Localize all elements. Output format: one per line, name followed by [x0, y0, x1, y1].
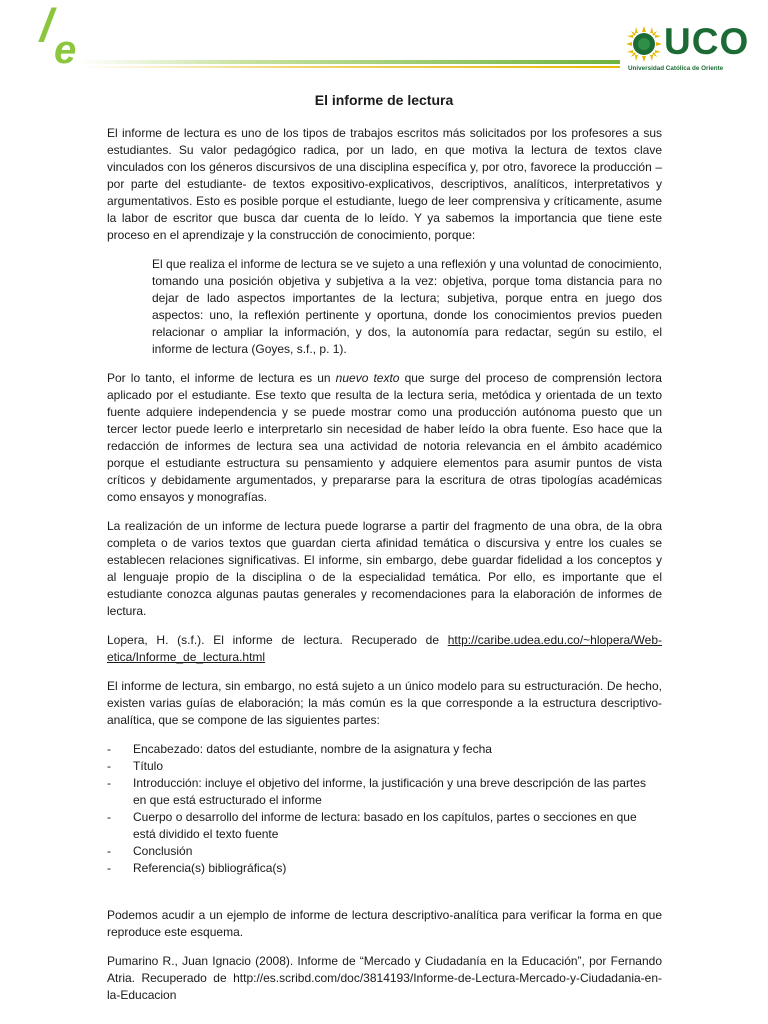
- list-item: - Conclusión: [107, 843, 662, 860]
- nuevo-texto-emphasis: nuevo texto: [335, 371, 400, 385]
- paragraph-new-text-start: Por lo tanto, el informe de lectura es un: [107, 371, 336, 385]
- list-item: - Referencia(s) bibliográfica(s): [107, 860, 662, 877]
- uco-logo-text: UCO: [664, 21, 750, 62]
- uco-logo: [626, 21, 761, 76]
- list-item: - Título: [107, 758, 662, 775]
- header-divider: [80, 60, 620, 64]
- page-title: El informe de lectura: [314, 92, 454, 108]
- list-item: - Introducción: incluye el objetivo del informe, la justificación y una breve descripción de las partes en que está estructurado el informe: [107, 775, 662, 809]
- paragraph-new-text: [107, 370, 662, 506]
- reference-lopera: [107, 632, 662, 666]
- paragraph-new-text-end: que surge del proceso de comprensión lectora aplicado por el estudiante. Ese texto que resulta de la lectura seria, metódica y orientada de un texto fuente adquiere independencia y se puede mostrar como una producción autónoma puesto que un tercer lector puede leerlo e interpretarlo sin necesidad de haber leído la obra fuente. Eso hace que la redacción de informes de lectura sea una actividad de notoria relevancia en el ámbito académico porque el estudiante estructura su pensamiento y adquiere elementos para asumir puntos de vista críticos y debidamente argumentados, y prepararse para la escritura de otras tipologías académicas como ensayos y monografías.: [107, 371, 662, 504]
- paragraph-realization: La realización de un informe de lectura puede lograrse a partir del fragmento de una obra, de la obra completa o de varios textos que guardan cierta afinidad temática o discursiva y entre los cuales se establecen relaciones significativas. El informe, sin embargo, debe guardar fidelidad a los conceptos y al lenguaje propio de la disciplina o de la especialidad temática. Por ello, es importante que el estudiante conozca algunas pautas generales y recomendaciones para la elaboración de informes de lectura.: [107, 519, 662, 618]
- paragraph-intro: El informe de lectura es uno de los tipos de trabajos escritos más solicitados por los profesores a sus estudiantes. Su valor pedagógico radica, por un lado, en que motiva la lectura de textos clave vinculados con los géneros discursivos de una disciplina específica y, por otro, favorece la producción –por parte del estudiante- de textos expositivo-explicativos, descriptivos, analíticos, interpretativos y argumentativos. Esto es posible porque el estudiante, luego de leer comprensiva y críticamente, asume la labor de escritor que busca dar cuenta de lo leído. Y ya sabemos la importancia que tiene este proceso en el aprendizaje y la construcción de conocimiento, porque:: [107, 126, 662, 242]
- ie-logo: / e: [40, 0, 77, 72]
- reference-lopera-link[interactable]: http://caribe.udea.edu.co/~hlopera/Web-etica/Informe_de_lectura.html: [107, 633, 662, 664]
- list-item: - Encabezado: datos del estudiante, nombre de la asignatura y fecha: [107, 741, 662, 758]
- reference-lopera-text: Lopera, H. (s.f.). El informe de lectura. Recuperado de: [107, 633, 448, 647]
- block-quote: El que realiza el informe de lectura se ve sujeto a una reflexión y una voluntad de conocimiento, tomando una posición objetiva y subjetiva a la vez: objetiva, porque toma distancia para no dejar de lado aspectos importantes de la lectura; subjetiva, porque entra en juego dos aspectos: uno, la reflexión pertinente y oportuna, donde los conocimientos previos pueden relacionar o ampliar la información, y dos, la autonomía para redactar, según su estilo, el informe de lectura (Goyes, s.f., p. 1).: [152, 257, 662, 356]
- reference-pumarino: Pumarino R., Juan Ignacio (2008). Informe de “Mercado y Ciudadanía en la Educación”, por Fernando Atria. Recuperado de http://es.scribd.com/doc/3814193/Informe-de-Lectura-Mercado-y-Ciudadania-en-la-Educacion: [107, 954, 662, 1002]
- document-body: [107, 125, 662, 1016]
- uco-logo-subtitle: Universidad Católica de Oriente: [628, 65, 724, 72]
- sun-icon: [626, 26, 662, 62]
- structure-list: [107, 741, 662, 877]
- paragraph-structure: El informe de lectura, sin embargo, no está sujeto a un único modelo para su estructuración. De hecho, existen varias guías de elaboración; la más común es la que corresponde a la estructura descriptivo-analítica, que se compone de las siguientes partes:: [107, 679, 662, 727]
- list-item: - Cuerpo o desarrollo del informe de lectura: basado en los capítulos, partes o secciones en que está dividido el texto fuente: [107, 809, 662, 843]
- header-divider-accent: [80, 66, 620, 68]
- paragraph-example: Podemos acudir a un ejemplo de informe de lectura descriptivo-analítica para verificar la forma en que reproduce este esquema.: [107, 908, 662, 939]
- page-header: [0, 0, 768, 85]
